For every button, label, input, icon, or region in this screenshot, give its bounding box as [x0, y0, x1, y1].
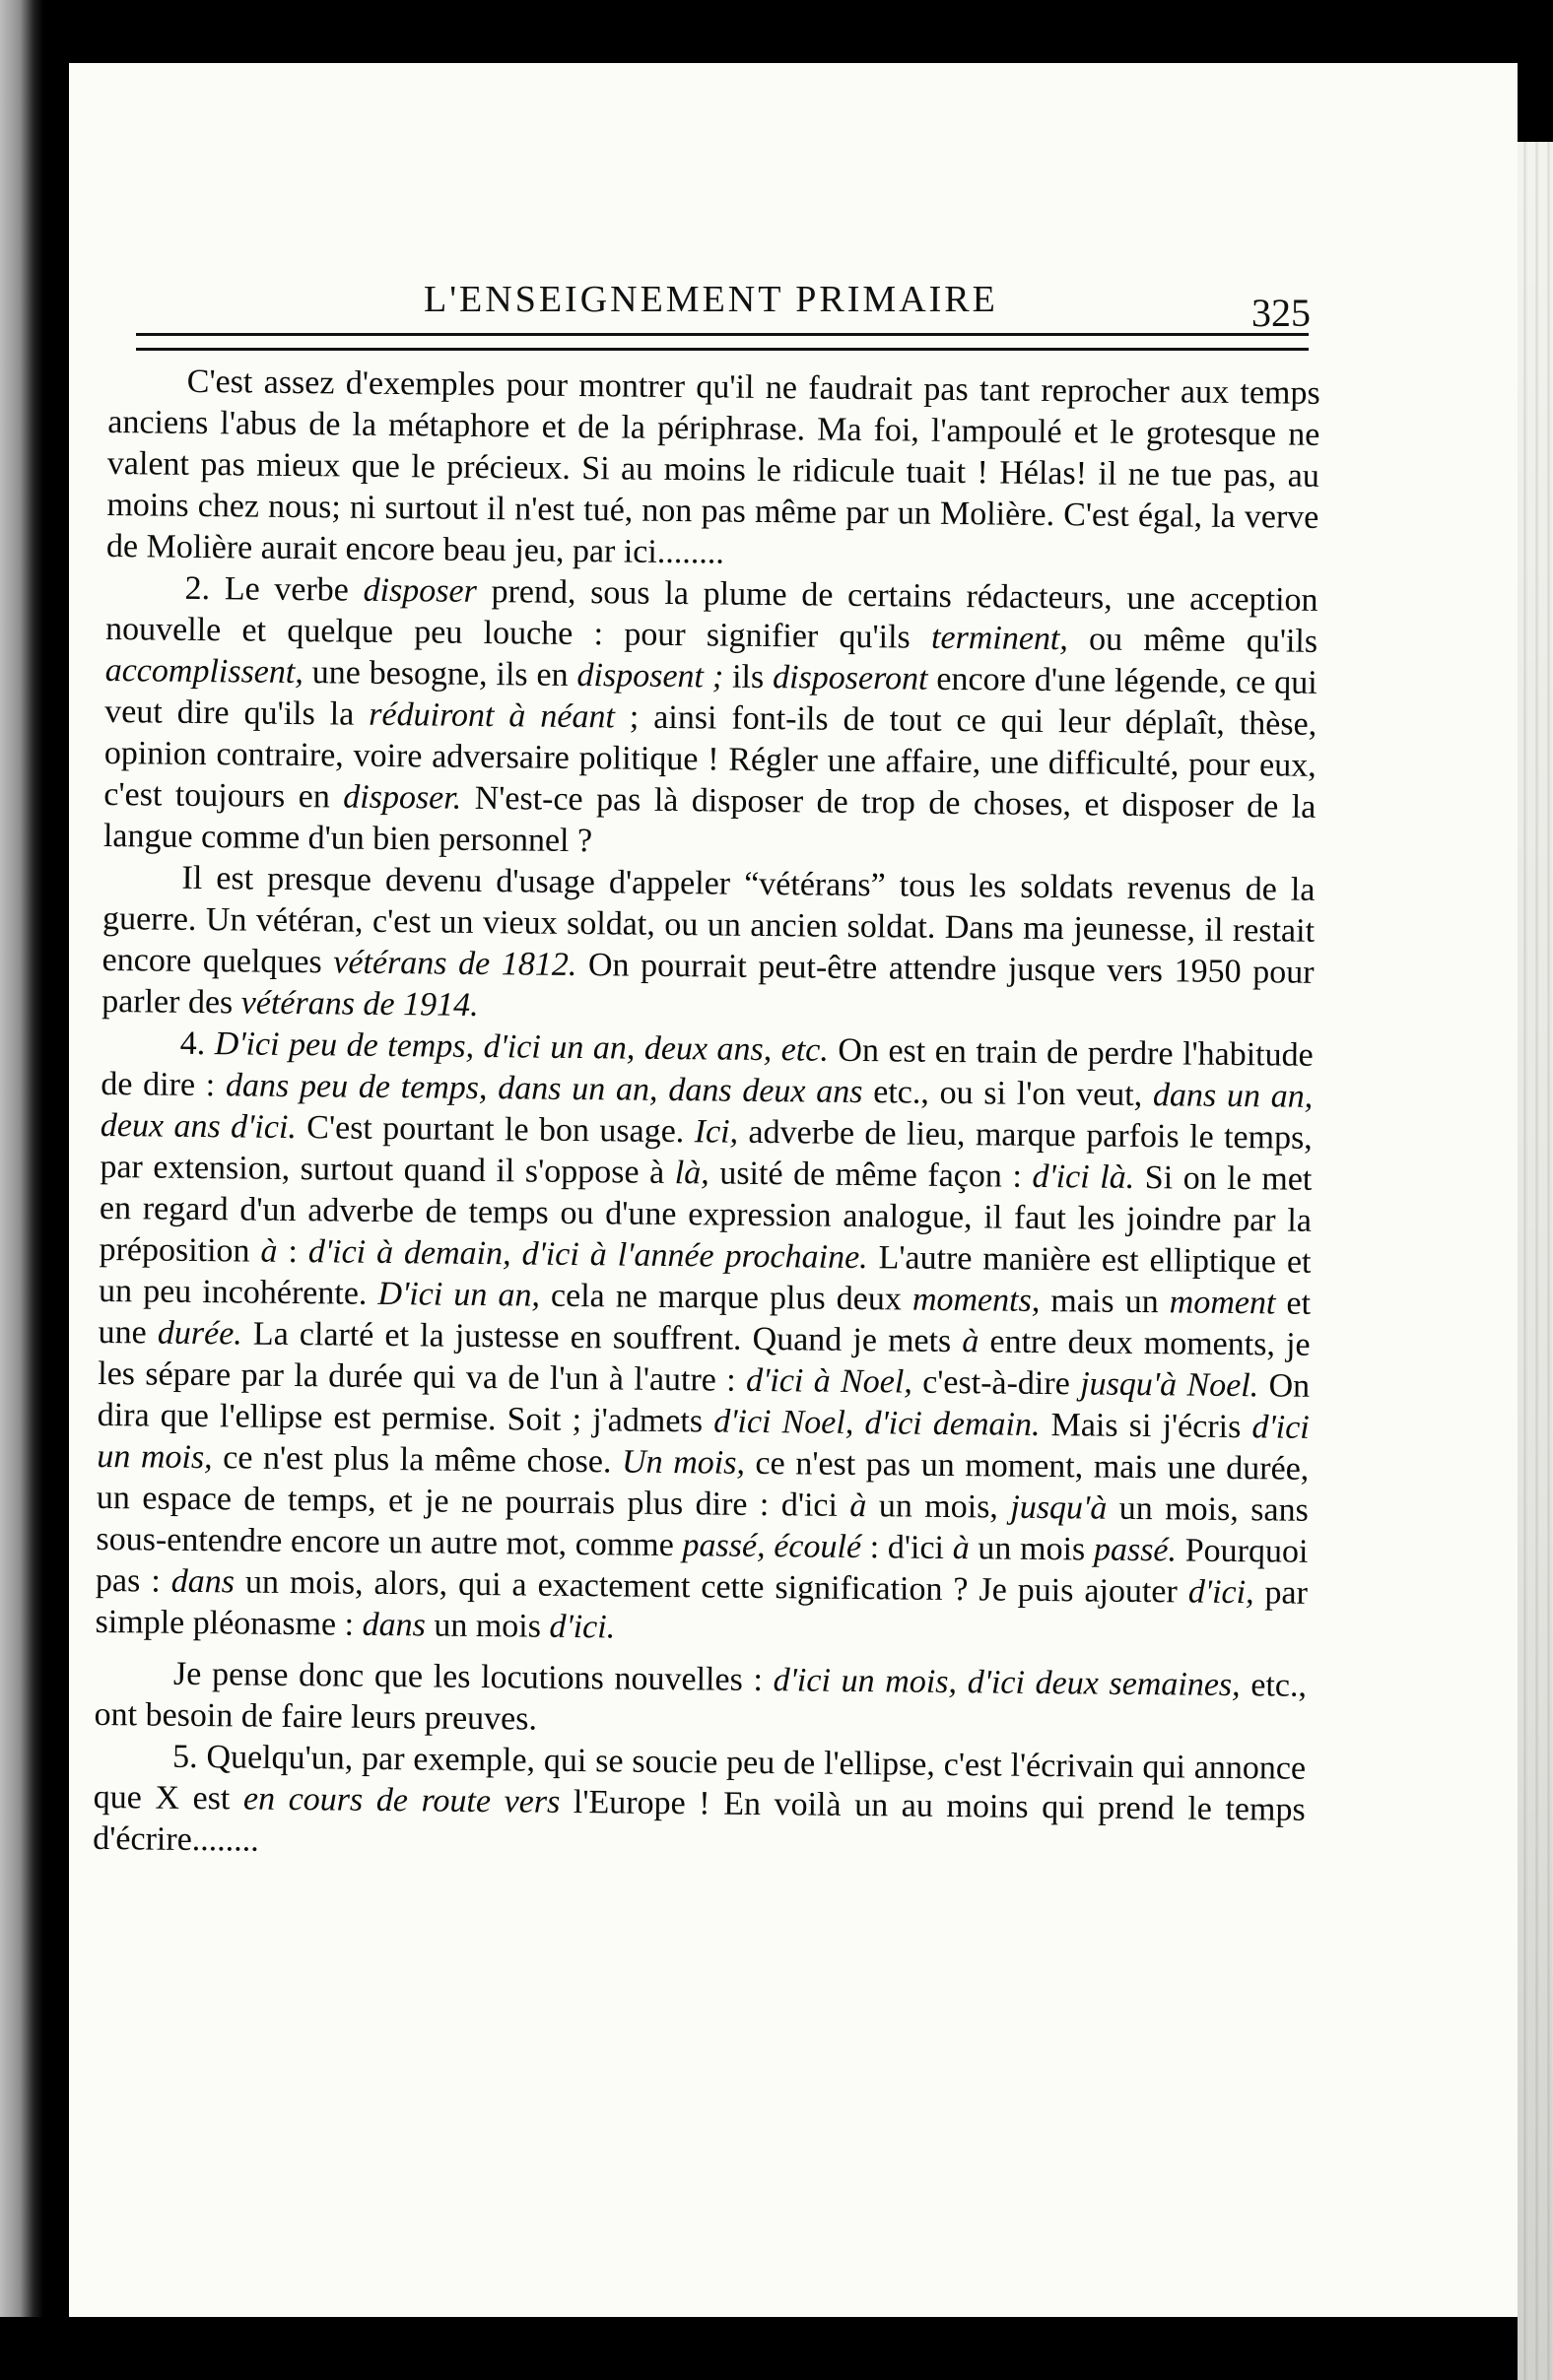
italic-run: jusqu'à Noel.	[1079, 1365, 1259, 1405]
text-run: cela ne marque plus deux	[539, 1277, 913, 1318]
text-run: Je pense donc que les locutions nouvelles :	[172, 1655, 774, 1699]
italic-run: dans peu de temps, dans un an, dans deux ans	[225, 1067, 863, 1111]
text-run: un mois	[425, 1607, 550, 1645]
italic-run: moment	[1169, 1284, 1276, 1322]
text-run: :	[277, 1232, 309, 1271]
text-run: adverbe de lieu, marque parfois le temps, par extension, surtout quand il s'oppose à	[100, 1113, 1313, 1192]
text-run: Mais si j'écris	[1040, 1406, 1252, 1446]
running-head-title: L'ENSEIGNEMENT PRIMAIRE	[424, 279, 998, 320]
italic-run: disposer	[363, 571, 478, 610]
italic-run: réduiront à néant	[369, 695, 616, 736]
italic-run: disposent ;	[576, 656, 724, 695]
text-run: c'est-à-dire	[912, 1363, 1081, 1403]
text-run: On pourrait peut-être attendre jusque vers 1950 pour parler des	[101, 947, 1315, 1022]
text-run: On est en train de perdre l'habitude de dire :	[101, 1031, 1314, 1104]
italic-run: dans	[362, 1606, 427, 1644]
page-number: 325	[1251, 291, 1311, 335]
italic-run: en cours de route vers	[242, 1780, 561, 1820]
text-run: etc., ou si l'on veut,	[862, 1074, 1154, 1114]
paragraph-5	[94, 1653, 1307, 1749]
text-run: La clarté et la justesse en souffrent. Quand je mets	[241, 1315, 963, 1360]
italic-run: d'ici à demain, d'ici à l'année prochaine.	[307, 1233, 868, 1277]
italic-run: D'ici peu de temps, d'ici un an, deux ans, etc.	[214, 1025, 830, 1069]
italic-run: d'ici,	[1187, 1573, 1254, 1612]
italic-run: vétérans de 1812.	[333, 944, 577, 984]
italic-run: à	[962, 1323, 979, 1360]
text-run: Il est presque devenu d'usage d'appeler “vétérans” tous les soldats revenus de la guerre. Un vétéran, c'est un vieux soldat, ou un ancien soldat. Dans ma jeunesse, il restait encore quelques	[101, 859, 1316, 981]
text-run: etc., ont besoin de faire leurs preuves.	[94, 1667, 1308, 1738]
text-run: C'est pourtant le bon usage.	[296, 1109, 695, 1151]
book-page	[69, 63, 1518, 2317]
page-stack-edge	[1518, 142, 1553, 2380]
text-run: ce n'est pas un moment, mais une durée, un espace de temps, et je ne pourrais plus dire : d'ici	[96, 1444, 1310, 1524]
text-run: ce n'est plus la même chose.	[212, 1439, 623, 1481]
paragraph-2	[103, 567, 1318, 870]
text-run: Pourquoi pas :	[95, 1532, 1309, 1600]
paragraph-4	[95, 1023, 1314, 1656]
italic-run: à	[849, 1487, 867, 1525]
italic-run: d'ici un mois, d'ici deux semaines,	[773, 1662, 1241, 1704]
italic-run: moments,	[912, 1281, 1041, 1319]
text-run: encore d'une légende, ce qui veut dire qu'ils la	[104, 660, 1317, 733]
body-text	[93, 361, 1320, 1873]
italic-run: d'ici à Noel,	[745, 1361, 913, 1401]
italic-run: jusqu'à	[1010, 1488, 1108, 1527]
text-run: 5. Quelqu'un, par exemple, qui se soucie peu de l'ellipse, c'est l'écrivain qui annonce que X est	[93, 1738, 1307, 1818]
text-run: L'autre manière est elliptique et un peu incohérente.	[98, 1239, 1312, 1312]
italic-run: d'ici un mois,	[97, 1409, 1310, 1477]
italic-run: D'ici un an,	[377, 1275, 541, 1314]
text-run: ; ainsi font-ils de tout ce qui leur déplaît, thèse, opinion contraire, voire adversaire politique ! Régler une affaire, une difficulté, pour eux, c'est toujours en	[103, 698, 1317, 816]
text-run: un mois, sans sous-entendre encore un autre mot, comme	[96, 1489, 1310, 1564]
paragraph-3	[101, 857, 1316, 1035]
paragraph-6	[93, 1736, 1306, 1873]
italic-run: d'ici.	[549, 1608, 616, 1646]
italic-run: durée.	[157, 1314, 242, 1353]
italic-run: accomplissent,	[104, 651, 304, 692]
italic-run: à	[260, 1232, 278, 1270]
italic-run: dans	[170, 1562, 236, 1601]
text-run: : d'ici	[860, 1529, 953, 1567]
text-run: un mois	[969, 1530, 1095, 1568]
text-run: entre deux moments, je les sépare par la durée qui va de l'un à l'autre :	[98, 1323, 1311, 1399]
italic-run: disposer.	[343, 778, 462, 817]
italic-run: dans un an, deux ans d'ici.	[100, 1077, 1314, 1147]
text-run: un mois,	[866, 1488, 1011, 1526]
italic-run: passé.	[1093, 1531, 1178, 1569]
italic-run: d'ici là.	[1032, 1157, 1135, 1196]
text-run: prend, sous la plume de certains rédacteurs, une acception nouvelle et quelque peu louche : pour signifier qu'ils	[104, 572, 1318, 656]
italic-run: vétérans de 1914.	[240, 984, 479, 1024]
text-run: par simple pléonasme :	[95, 1574, 1309, 1643]
text-run: l'Europe ! En voilà un au moins qui prend le temps d'écrire........	[93, 1783, 1306, 1859]
italic-run: disposeront	[772, 659, 928, 697]
text-run: ils	[722, 658, 774, 696]
text-run: une besogne, ils en	[303, 654, 577, 694]
italic-run: à	[952, 1530, 970, 1567]
italic-run: d'ici Noel, d'ici demain.	[713, 1403, 1041, 1443]
running-header	[69, 278, 1518, 337]
text-run: 2. Le verbe	[184, 569, 364, 609]
text-run: On dira que l'ellipse est permise. Soit ; j'admets	[97, 1367, 1311, 1440]
italic-run: Un mois,	[621, 1443, 746, 1482]
text-run: usité de même façon :	[709, 1155, 1033, 1195]
text-run: N'est-ce pas là disposer de trop de choses, et disposer de la langue comme d'un bien personnel ?	[102, 779, 1317, 860]
paragraph-1: C'est assez d'exemples pour montrer qu'il ne faudrait pas tant reprocher aux temps anciens l'abus de la métaphore et de la périphrase. Ma foi, l'ampoulé et le grotesque ne valent pas mieux que le précieux. Si au moins le ridicule tuait ! Hélas! il ne tue pas, au moins chez nous; ni surtout il n'est tué, non pas même par un Molière. C'est égal, la verve de Molière aurait encore beau jeu, par ici........	[105, 363, 1320, 571]
text-run: et une	[98, 1285, 1312, 1352]
italic-run: là,	[674, 1155, 709, 1192]
text-run: ou même qu'ils	[1067, 621, 1318, 660]
text-run: mais un	[1040, 1282, 1170, 1321]
italic-run: terminent,	[930, 619, 1069, 658]
header-rule	[136, 333, 1309, 351]
italic-run: Ici,	[694, 1113, 739, 1151]
text-run: un mois, alors, qui a exactement cette signification ? Je puis ajouter	[234, 1563, 1188, 1611]
text-run: Si on le met en regard d'un adverbe de temps ou d'une expression analogue, il faut les joindre par la préposition	[99, 1158, 1313, 1270]
text-run: 4.	[179, 1025, 215, 1063]
italic-run: passé, écoulé	[682, 1527, 862, 1566]
book-spine-edge	[0, 0, 69, 2317]
